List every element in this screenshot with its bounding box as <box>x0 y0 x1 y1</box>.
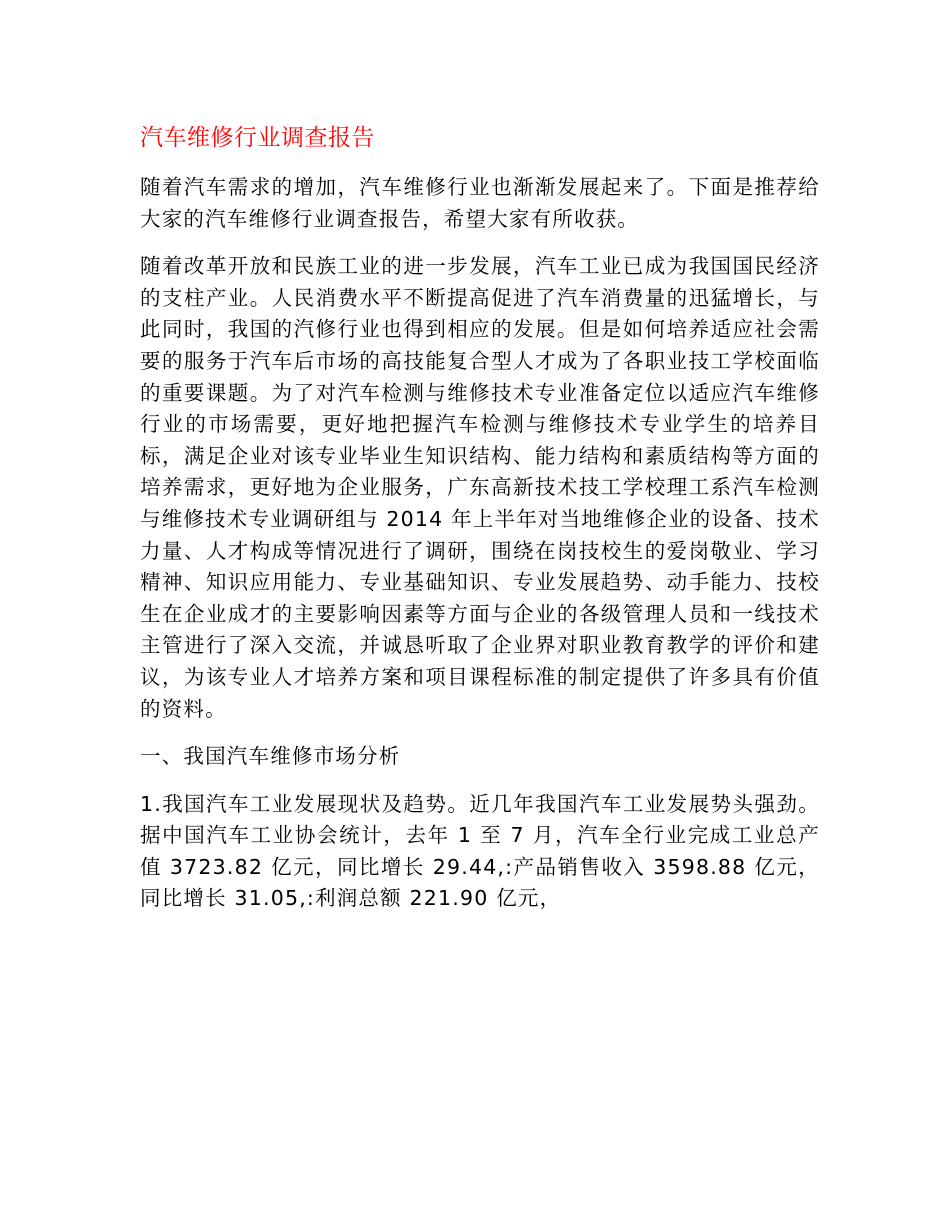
section-paragraph: 1.我国汽车工业发展现状及趋势。近几年我国汽车工业发展势头强劲。据中国汽车工业协会统计，去年 1 至 7 月，汽车全行业完成工业总产值 3723.82 亿元，同比增长 29.44,:产品销售收入 3598.88 亿元，同比增长 31.05,:利润总额 221.90 亿元， <box>140 791 820 911</box>
document-title: 汽车维修行业调查报告 <box>140 125 375 151</box>
body-paragraph: 随着改革开放和民族工业的进一步发展，汽车工业已成为我国国民经济的支柱产业。人民消费水平不断提高促进了汽车消费量的迅猛增长，与此同时，我国的汽修行业也得到相应的发展。但是如何培养适应社会需要的服务于汽车后市场的高技能复合型人才成为了各职业技工学校面临的重要课题。为了对汽车检测与维修技术专业准备定位以适应汽车维修行业的市场需要，更好地把握汽车检测与维修技术专业学生的培养目标，满足企业对该专业毕业生知识结构、能力结构和素质结构等方面的培养需求，更好地为企业服务，广东高新技术技工学校理工系汽车检测与维修技术专业调研组与 2014 年上半年对当地维修企业的设备、技术力量、人才构成等情况进行了调研，围绕在岗技校生的爱岗敬业、学习精神、知识应用能力、专业基础知识、专业发展趋势、动手能力、技校生在企业成才的主要影响因素等方面与企业的各级管理人员和一线技术主管进行了深入交流，并诚恳听取了企业界对职业教育教学的评价和建议，为该专业人才培养方案和项目课程标准的制定提供了许多具有价值的资料。 <box>140 254 821 721</box>
section-heading: 一、我国汽车维修市场分析 <box>140 744 401 769</box>
intro-paragraph: 随着汽车需求的增加，汽车维修行业也渐渐发展起来了。下面是推荐给大家的汽车维修行业调查报告，希望大家有所收获。 <box>140 175 820 231</box>
document-page <box>140 118 820 931</box>
